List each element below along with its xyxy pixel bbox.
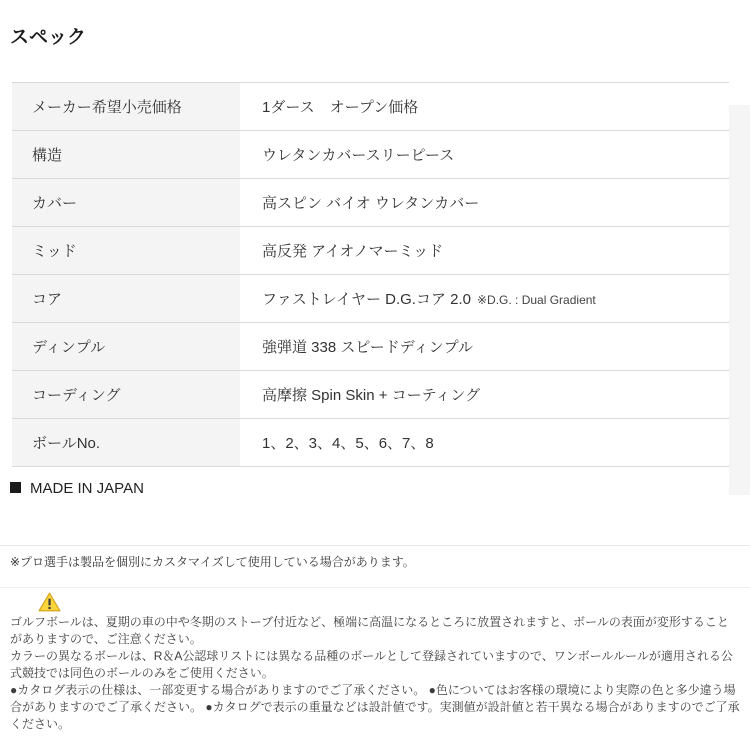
spec-label: カバー — [12, 179, 240, 227]
made-in-japan-label: MADE IN JAPAN — [30, 480, 144, 497]
spec-value: 1、2、3、4、5、6、7、8 — [262, 435, 434, 452]
spec-value-note: ※D.G. : Dual Gradient — [476, 293, 596, 307]
spec-value-cell — [240, 227, 729, 275]
spec-value-cell — [240, 179, 729, 227]
spec-label: メーカー希望小売価格 — [12, 83, 240, 131]
faint-divider — [0, 587, 750, 588]
spec-value-cell — [240, 83, 729, 131]
made-in-japan — [10, 480, 750, 498]
spec-label: コア — [12, 275, 240, 323]
page-right-gutter — [729, 105, 750, 495]
spec-row-dimple — [12, 323, 729, 371]
spec-value-cell — [240, 131, 729, 179]
spec-value: 高反発 アイオノマーミッド — [262, 243, 444, 260]
spec-row-price — [12, 83, 729, 131]
spec-value: 強弾道 338 スピードディンプル — [262, 339, 473, 356]
spec-value-cell — [240, 275, 729, 323]
spec-row-core — [12, 275, 729, 323]
spec-label: ボールNo. — [12, 419, 240, 467]
catalog-disclaimer: ●カタログ表示の仕様は、一部変更する場合がありますのでご了承ください。 ●色についてはお客様の環境により実際の色と多少違う場合がありますのでご了承ください。 ●カタログで表示の重量などは設計値です。実測値が設計値と若干異なる場合がありますのでご了承ください。 — [10, 683, 740, 731]
spec-row-coating — [12, 371, 729, 419]
spec-row-structure — [12, 131, 729, 179]
spec-row-ball-number — [12, 419, 729, 467]
spec-value: ファストレイヤー D.G.コア 2.0 — [262, 291, 471, 308]
pro-player-note: ※プロ選手は製品を個別にカスタマイズして使用している場合があります。 — [10, 555, 415, 569]
spec-label: ミッド — [12, 227, 240, 275]
caution-text-block — [10, 614, 740, 733]
spec-row-mid — [12, 227, 729, 275]
spec-table — [12, 82, 729, 467]
warning-icon-row — [38, 592, 750, 612]
warning-triangle-icon — [38, 592, 61, 612]
black-square-icon — [10, 482, 21, 493]
spec-value: 1ダース オープン価格 — [262, 99, 419, 116]
spec-row-cover — [12, 179, 729, 227]
caution-line-color-rule: カラーの異なるボールは、R＆A公認球リストには異なる品種のボールとして登録されていますので、ワンボールルールが適用される公式競技では同色のボールのみをご使用ください。 — [10, 649, 733, 680]
caution-line-heat: ゴルフボールは、夏期の車の中や冬期のストーブ付近など、極端に高温になるところに放置されますと、ボールの表面が変形することがありますので、ご注意ください。 — [10, 615, 729, 646]
spec-value: ウレタンカバースリーピース — [262, 147, 455, 164]
spec-label: 構造 — [12, 131, 240, 179]
section-divider — [0, 545, 750, 546]
spec-value-cell — [240, 323, 729, 371]
spec-label: コーディング — [12, 371, 240, 419]
spec-value: 高スピン バイオ ウレタンカバー — [262, 195, 480, 212]
spec-label: ディンプル — [12, 323, 240, 371]
spec-value: 高摩擦 Spin Skin + コーティング — [262, 387, 481, 404]
page-title: スペック — [10, 27, 87, 48]
spec-value-cell — [240, 419, 729, 467]
spec-value-cell — [240, 371, 729, 419]
